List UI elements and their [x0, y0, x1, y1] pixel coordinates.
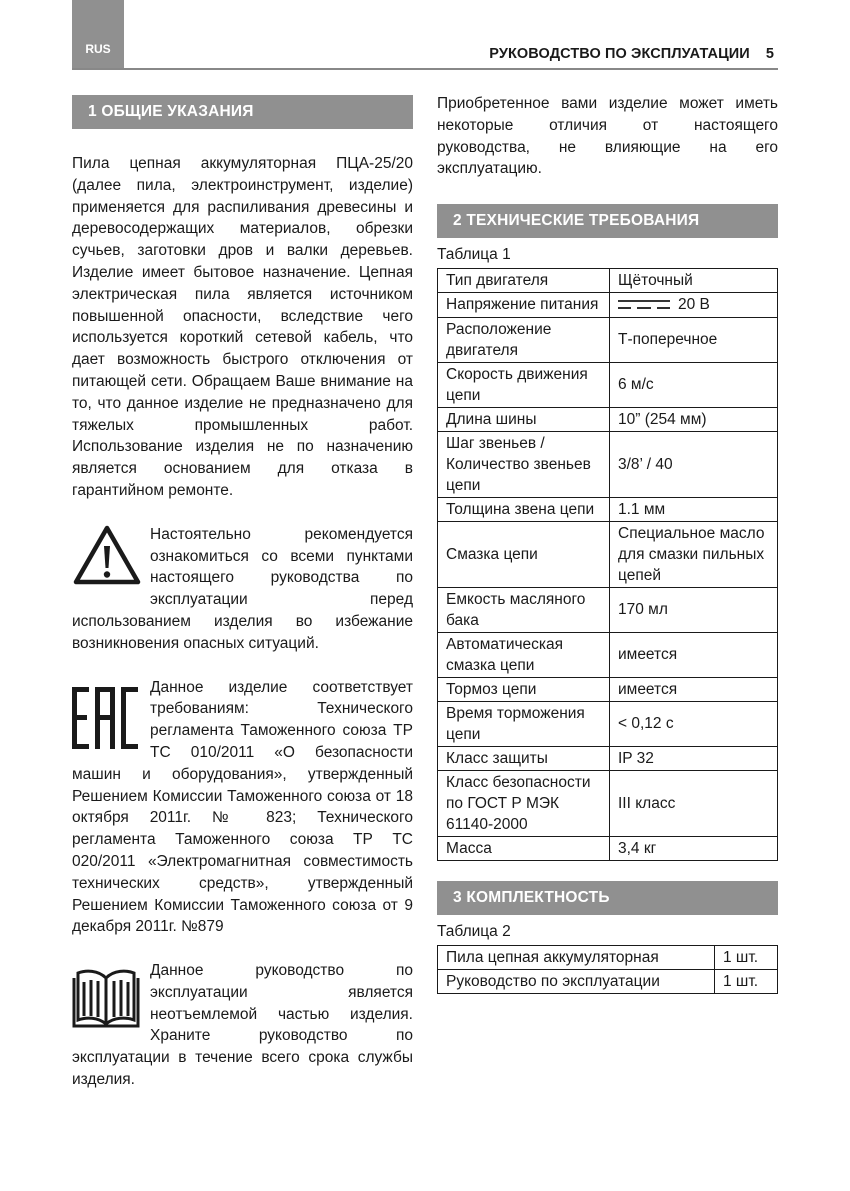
manual-title: РУКОВОДСТВО ПО ЭКСПЛУАТАЦИИ	[489, 46, 750, 62]
table-row	[438, 269, 778, 293]
spec-key: Емкость масляного бака	[438, 587, 610, 632]
header-divider	[72, 68, 778, 70]
table-2-caption: Таблица 2	[437, 922, 511, 940]
spec-value: Щёточный	[610, 269, 778, 293]
spec-value	[610, 293, 778, 317]
spec-value: 10” (254 мм)	[610, 407, 778, 431]
book-text: Данное руководство по эксплуатации является неотъемлемой частью изделия. Храните руководство по эксплуатации в течение всего срока службы изделия.	[72, 962, 413, 1089]
table-row	[438, 362, 778, 407]
section-3-heading: 3 КОМПЛЕКТНОСТЬ	[437, 881, 778, 915]
dc-symbol-icon	[618, 295, 670, 316]
spec-key: Шаг звеньев / Количество звеньев цепи	[438, 431, 610, 497]
table-1-caption: Таблица 1	[437, 246, 511, 264]
intro-text: Приобретенное вами изделие может иметь некоторые отличия от настоящего руководства, не влияющие на его эксплуатацию.	[437, 95, 778, 178]
package-contents-table	[437, 945, 778, 994]
table-row	[438, 497, 778, 521]
spec-key: Класс безопасности по ГОСТ Р МЭК 61140-2000	[438, 770, 610, 836]
language-tab: RUS	[72, 0, 124, 70]
right-column	[437, 93, 778, 994]
spec-key: Автоматическая смазка цепи	[438, 632, 610, 677]
spec-key: Тормоз цепи	[438, 677, 610, 701]
spec-value: < 0,12 с	[610, 701, 778, 746]
spec-value: 170 мл	[610, 587, 778, 632]
warning-triangle-icon	[72, 524, 150, 590]
open-book-icon	[72, 960, 150, 1046]
item-name: Пила цепная аккумуляторная	[438, 945, 715, 969]
spec-key: Длина шины	[438, 407, 610, 431]
spec-value: Специальное масло для смазки пильных цепей	[610, 521, 778, 587]
page-number: 5	[765, 46, 774, 62]
table-row	[438, 746, 778, 770]
book-block	[72, 960, 413, 1091]
spec-value: III класс	[610, 770, 778, 836]
warning-block	[72, 524, 413, 655]
left-column	[72, 95, 413, 1091]
general-instructions-text: Пила цепная аккумуляторная ПЦА-25/20 (далее пила, электроинструмент, изделие) применяется для распиливания древесины и деревосодержащих материалов, обрезки сучьев, заготовки дров и валки деревьев. Изделие имеет бытовое назначение. Цепная электрическая пила является источником повышенной опасности, вследствие чего используется короткий сетевой кабель, что дает возможность быстрого отключения от питающей сети. Обращаем Ваше внимание на то, что данное изделие не предназначено для тяжелых промышленных работ. Использование изделия не по назначению является основанием для отказа в гарантийном ремонте.	[72, 155, 413, 499]
item-qty: 1 шт.	[715, 945, 778, 969]
spec-value: 6 м/с	[610, 362, 778, 407]
spec-value: 1.1 мм	[610, 497, 778, 521]
specifications-table	[437, 268, 778, 860]
eac-compliance-text: Данное изделие соответствует требованиям: Технического регламента Таможенного союза ТР ТС 010/2011 «О безопасности машин и оборудования», утвержденный Решением Комиссии Таможенного союза от 18 октября 2011г. № 823; Технического регламента Таможенного союза ТР ТС 020/2011 «Электромагнитная совместимость технических средств», утвержденный Решением Комиссии Таможенного союза от 9 декабря 2011г. №879	[72, 678, 413, 936]
item-qty: 1 шт.	[715, 969, 778, 993]
spec-value: 3/8’ / 40	[610, 431, 778, 497]
table-row	[438, 969, 778, 993]
table-row	[438, 701, 778, 746]
spec-value: IP 32	[610, 746, 778, 770]
eac-mark-icon	[72, 677, 150, 763]
spec-value: 3,4 кг	[610, 836, 778, 860]
spec-key: Расположение двигателя	[438, 317, 610, 362]
spec-key: Напряжение питания	[438, 293, 610, 317]
spec-key: Скорость движения цепи	[438, 362, 610, 407]
table-row	[438, 836, 778, 860]
section-1-heading: 1 ОБЩИЕ УКАЗАНИЯ	[72, 95, 413, 129]
spec-key: Толщина звена цепи	[438, 497, 610, 521]
table-row	[438, 431, 778, 497]
table-row	[438, 407, 778, 431]
voltage-value: 20 В	[678, 296, 710, 314]
warning-text: Настоятельно рекомендуется ознакомиться со всеми пунктами настоящего руководства по эксплуатации перед использованием изделия во избежание возникновения опасных ситуаций.	[72, 525, 413, 652]
item-name: Руководство по эксплуатации	[438, 969, 715, 993]
table-row	[438, 677, 778, 701]
table-row	[438, 293, 778, 317]
spec-value: имеется	[610, 677, 778, 701]
eac-block	[72, 677, 413, 939]
spec-key: Класс защиты	[438, 746, 610, 770]
table-row	[438, 587, 778, 632]
spec-value: имеется	[610, 632, 778, 677]
page-header	[489, 46, 774, 62]
spec-key: Смазка цепи	[438, 521, 610, 587]
spec-key: Тип двигателя	[438, 269, 610, 293]
table-row	[438, 945, 778, 969]
table-row	[438, 632, 778, 677]
table-row	[438, 521, 778, 587]
table-row	[438, 317, 778, 362]
section-2-heading: 2 ТЕХНИЧЕСКИЕ ТРЕБОВАНИЯ	[437, 204, 778, 238]
table-row	[438, 770, 778, 836]
spec-key: Время торможения цепи	[438, 701, 610, 746]
spec-value: Т-поперечное	[610, 317, 778, 362]
spec-key: Масса	[438, 836, 610, 860]
